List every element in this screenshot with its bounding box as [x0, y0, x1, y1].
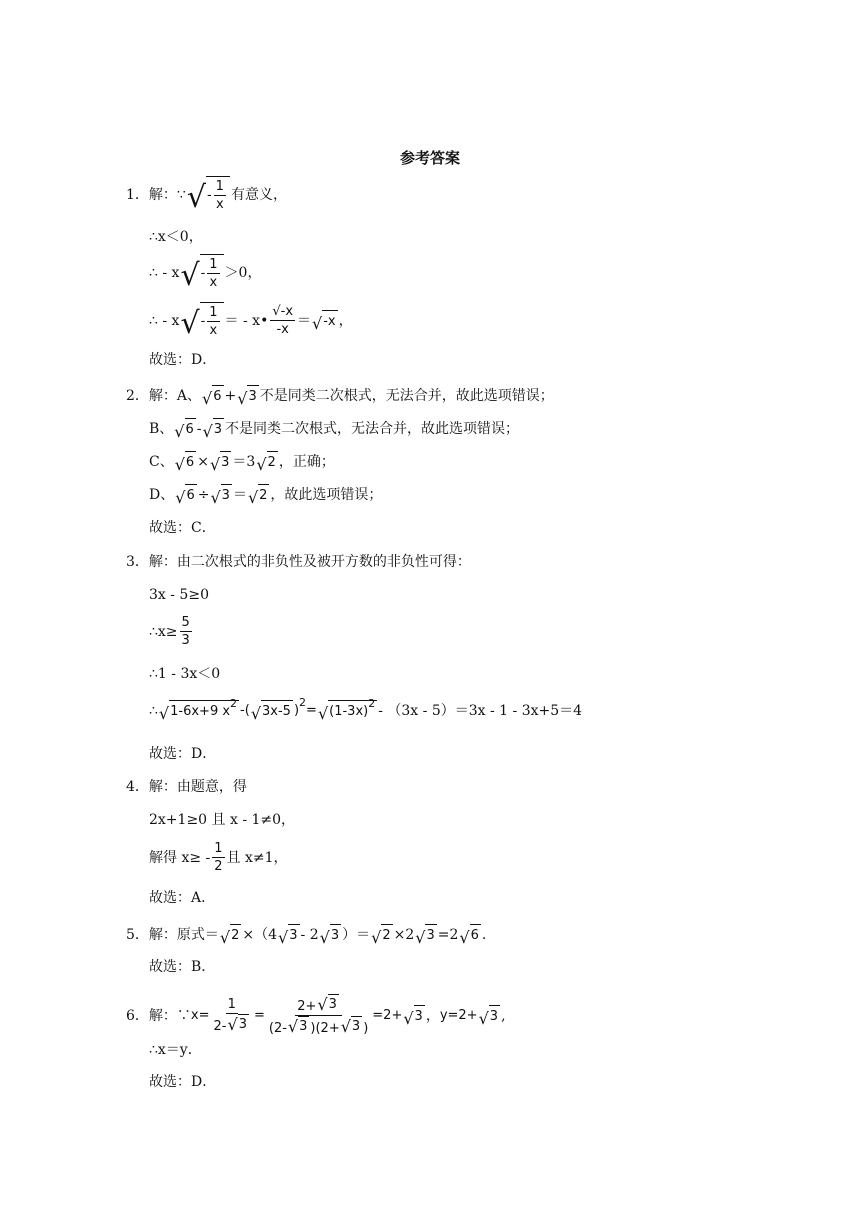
q1-line-1: 1． 解： ∵ √ - $\frac{1}{x}$ 有意义， — [126, 176, 287, 213]
q3-line-2: 3x - 5≥0 — [149, 587, 209, 603]
q3-line-5: ∴ √ 1-6x+9 x 2 -( √ 3x-5 ) 2 = √ (1-3x) 2 - （3x - 5）＝3x - 1 - 3x+5＝4 — [149, 696, 583, 723]
q5-answer: 故选：B． — [149, 959, 216, 975]
q3-line-1: 3． 解：由二次根式的非负性及被开方数的非负性可得： — [126, 554, 471, 570]
q4-line-1: 4． 解：由题意，得 — [126, 779, 247, 795]
q2-line-b: B、 √ 6 - √ 3 不是同类二次根式，无法合并，故此选项错误； — [149, 418, 519, 440]
q1-line-4: ∴ - x √ - $\frac{1}{x}$ ＝ - x• $\frac{√-x}{-x}$ ＝ √ -x ， — [149, 304, 353, 341]
q1-answer: 故选：D． — [149, 352, 217, 368]
q4-line-3: 解得 x≥ - $\frac{1}{2}$ 且 x≠1， — [149, 841, 288, 874]
q2-answer: 故选：C． — [149, 520, 216, 536]
q1-radical: √ - $\frac{1}{x}$ — [187, 176, 230, 213]
q1-line-2: ∴x＜0， — [149, 229, 203, 245]
q6-line-1: 6． 解：∵ x= 1 2- √ 3 = 2+ √ 3 (2- √ 3 )(2+ √ 3 ) =2+ √ 3 ， y=2+ √ 3 , — [126, 995, 506, 1036]
q2-line-c: C、 √ 6 × √ 3 ＝3 √ 2 ，正确； — [149, 451, 335, 473]
q3-answer: 故选：D． — [149, 746, 217, 762]
q4-answer: 故选：A． — [149, 890, 216, 906]
q2-line-d: D、 √ 6 ÷ √ 3 ＝ √ 2 ，故此选项错误； — [149, 484, 382, 506]
page-title: 参考答案 — [399, 149, 460, 167]
q1-line-3: ∴ - x √ - $\frac{1}{x}$ ＞0， — [149, 254, 261, 291]
q5-line-1: 5． 解：原式＝ √ 2 ×（4 √ 3 - 2 √ 3 ）＝ √ 2 ×2 √ 3 =2 √ 6 . — [126, 924, 486, 946]
q6-answer: 故选：D． — [149, 1074, 217, 1090]
q2-line-a: 2． 解：A、 √ 6 + √ 3 不是同类二次根式，无法合并，故此选项错误； — [126, 385, 554, 407]
q3-line-3: ∴x≥ $\frac{5}{3}$ — [149, 615, 190, 648]
q3-line-4: ∴1 - 3x＜0 — [149, 666, 221, 682]
q4-line-2: 2x+1≥0 且 x - 1≠0， — [149, 812, 296, 828]
q6-line-2: ∴x＝y． — [149, 1042, 202, 1058]
